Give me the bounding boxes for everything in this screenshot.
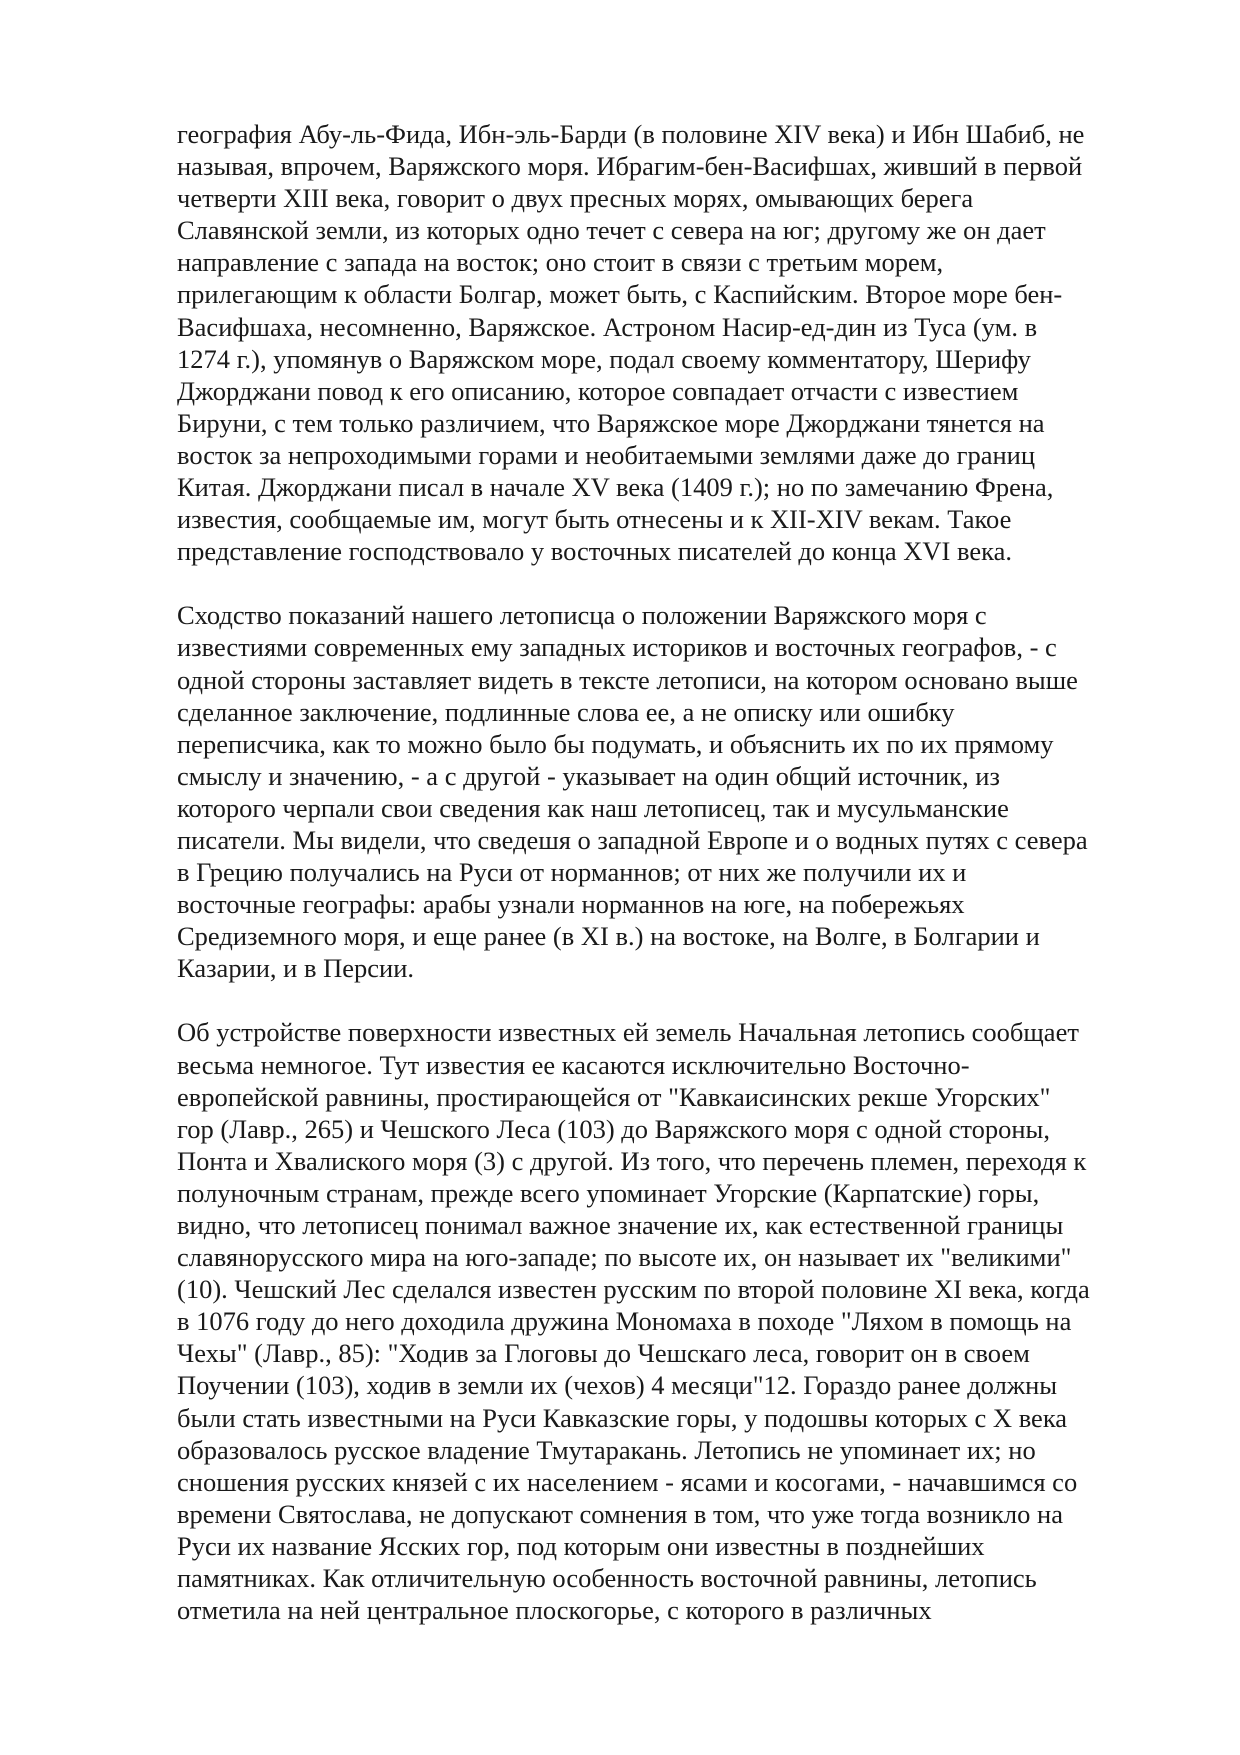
text-line: восток за непроходимыми горами и необитаемыми землями даже до границ <box>177 439 1036 470</box>
text-line: которого черпали свои сведения как наш летописец, так и мусульманские <box>177 792 1009 823</box>
text-line: Поучении (103), ходив в земли их (чехов) 4 месяци"12. Гораздо ранее должны <box>177 1370 1058 1401</box>
text-line: в Грецию получались на Руси от норманнов; от них же получили их и <box>177 857 967 888</box>
text-line: называя, впрочем, Варяжского моря. Ибрагим-бен-Васифшах, живший в первой <box>177 151 1083 182</box>
text-line: Казарии, и в Персии. <box>177 953 415 984</box>
text-line: были стать известными на Руси Кавказские горы, у подошвы которых с X века <box>177 1402 1068 1433</box>
text-line: Сходство показаний нашего летописца о положении Варяжского моря с <box>177 600 987 631</box>
text-line: Об устройстве поверхности известных ей земель Начальная летопись сообщает <box>177 1017 1079 1048</box>
text-line: сделанное заключение, подлинные слова ее, а не описку или ошибку <box>177 696 955 727</box>
paragraph <box>177 1016 1162 1626</box>
text-line: одной стороны заставляет видеть в тексте летописи, на котором основано выше <box>177 664 1078 695</box>
text-line: Понта и Хвалиского моря (3) с другой. Из того, что перечень племен, переходя к <box>177 1145 1087 1176</box>
text-line: смыслу и значению, - а с другой - указывает на один общий источник, из <box>177 760 1000 791</box>
text-line: образовалось русское владение Тмутаракань. Летопись не упоминает их; но <box>177 1434 1036 1465</box>
paragraph <box>177 118 1162 567</box>
text-line: памятниках. Как отличительную особенность восточной равнины, летопись <box>177 1563 1037 1594</box>
text-line: география Абу-ль-Фида, Ибн-эль-Барди (в половине XIV века) и Ибн Шабиб, не <box>177 119 1085 149</box>
text-line: Джорджани повод к его описанию, которое совпадает отчасти с известием <box>177 375 1019 406</box>
paragraph <box>177 599 1162 984</box>
text-line: писатели. Мы видели, что сведешя о западной Европе и о водных путях с севера <box>177 824 1088 855</box>
text-line: известиями современных ему западных историков и восточных географов, - с <box>177 632 1057 663</box>
document-body <box>177 118 1162 1626</box>
text-line: отметила на ней центральное плоскогорье, с которого в различных <box>177 1595 932 1626</box>
text-line: Чехы" (Лавр., 85): "Ходив за Глоговы до Чешскаго леса, говорит он в своем <box>177 1338 1030 1369</box>
text-line: прилегающим к области Болгар, может быть, с Каспийским. Второе море бен- <box>177 279 1063 310</box>
text-line: полуночным странам, прежде всего упоминает Угорские (Карпатские) горы, <box>177 1177 1040 1208</box>
text-line: направление с запада на восток; оно стоит в связи с третьим морем, <box>177 247 944 278</box>
text-line: славянорусского мира на юго-западе; по высоте их, он называет их "великими" <box>177 1242 1072 1273</box>
text-line: Руси их название Ясских гор, под которым они известны в позднейших <box>177 1530 985 1561</box>
text-line: известия, сообщаемые им, могут быть отнесены и к XII-XIV векам. Такое <box>177 504 1012 535</box>
text-line: Славянской земли, из которых одно течет с севера на юг; другому же он дает <box>177 215 1046 246</box>
text-line: Средиземного моря, и еще ранее (в XI в.) на востоке, на Волге, в Болгарии и <box>177 921 1040 952</box>
text-line: гор (Лавр., 265) и Чешского Леса (103) до Варяжского моря с одной стороны, <box>177 1113 1050 1144</box>
text-line: Васифшаха, несомненно, Варяжское. Астроном Насир-ед-дин из Туса (ум. в <box>177 311 1038 342</box>
text-line: Бируни, с тем только различием, что Варяжское море Джорджани тянется на <box>177 407 1045 438</box>
text-line: четверти XIII века, говорит о двух пресных морях, омывающих берега <box>177 183 974 214</box>
text-line: сношения русских князей с их населением - ясами и косогами, - начавшимся со <box>177 1466 1078 1497</box>
text-line: переписчика, как то можно было бы подумать, и объяснить их по их прямому <box>177 728 1054 759</box>
text-line: времени Святослава, не допускают сомнения в том, что уже тогда возникло на <box>177 1498 1063 1529</box>
text-line: весьма немногое. Тут известия ее касаются исключительно Восточно- <box>177 1049 970 1080</box>
text-line: видно, что летописец понимал важное значение их, как естественной границы <box>177 1210 1064 1240</box>
text-line: восточные географы: арабы узнали норманнов на юге, на побережьях <box>177 889 965 920</box>
text-line: Китая. Джорджани писал в начале XV века (1409 г.); но по замечанию Френа, <box>177 472 1054 503</box>
text-line: представление господствовало у восточных писателей до конца XVI века. <box>177 536 1012 567</box>
text-line: 1274 г.), упомянув о Варяжском море, подал своему комментатору, Шерифу <box>177 343 1031 374</box>
text-line: в 1076 году до него доходила дружина Мономаха в походе "Ляхом в помощь на <box>177 1306 1072 1337</box>
text-line: (10). Чешский Лес сделался известен русским по второй половине XI века, когда <box>177 1274 1090 1305</box>
text-line: европейской равнины, простирающейся от "Кавкаисинских рекше Угорских" <box>177 1081 1051 1112</box>
